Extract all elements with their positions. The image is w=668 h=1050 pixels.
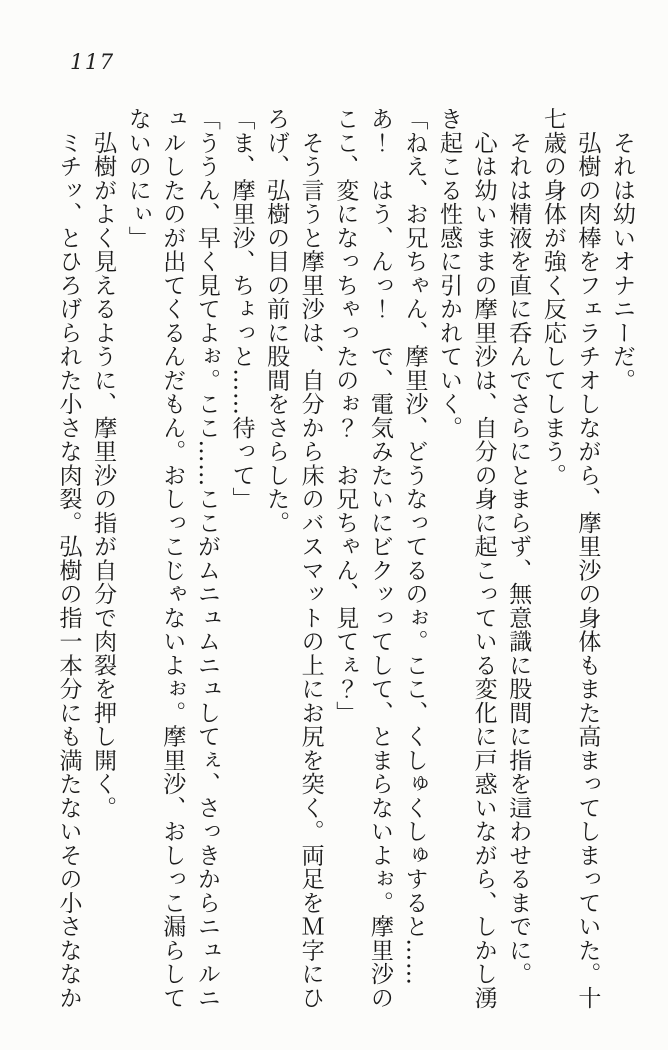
text-line: 心は幼いままの摩里沙は、自分の身に起こっている変化に戸惑いながら、しかし湧	[470, 107, 497, 1010]
text-line: ミチッ、とひろげられた小さな肉裂。弘樹の指一本分にも満たないその小さななか	[55, 107, 82, 1010]
text-line: き起こる性感に引かれていく。	[436, 107, 463, 440]
text-line: ないのにぃ」	[124, 107, 151, 250]
text-line: ここ、変になっちゃったのぉ？ お兄ちゃん、見てぇ？」	[332, 107, 359, 725]
text-line: あ！ はう、んっ！ で、電気みたいにビクッってして、とまらないよぉ。摩里沙の	[366, 107, 393, 1010]
text-line: 七歳の身体が強く反応してしまう。	[539, 107, 566, 487]
text-line: 「ううん、早く見てよぉ。ここ……ここがムニュムニュしてぇ、さっきからニュルニ	[193, 107, 220, 1010]
text-line: ろげ、弘樹の目の前に股間をさらした。	[263, 107, 290, 535]
text-line: 「ねえ、お兄ちゃん、摩里沙、どうなってるのぉ。ここ、くしゅくしゅすると……	[401, 107, 428, 986]
text-line: それは幼いオナニーだ。	[609, 107, 635, 392]
text-line: 弘樹の肉棒をフェラチオしながら、摩里沙の身体もまた高まってしまっていた。十	[574, 107, 601, 1010]
text-line: それは精液を直に呑んでさらにとまらず、無意識に股間に指を這わせるまでに。	[505, 107, 532, 986]
text-line: ュルしたのが出てくるんだもん。おしっこじゃないよぉ。摩里沙、おしっこ漏らして	[159, 107, 186, 1010]
text-line: 弘樹がよく見えるように、摩里沙の指が自分で肉裂を押し開く。	[90, 107, 117, 820]
page-number: 117	[70, 50, 115, 74]
text-line: 「ま、摩里沙、ちょっと……待って」	[228, 107, 255, 511]
vertical-text-block	[49, 107, 639, 1017]
text-line: そう言うと摩里沙は、自分から床のバスマットの上にお尻を突く。両足をＭ字にひ	[297, 107, 324, 1010]
